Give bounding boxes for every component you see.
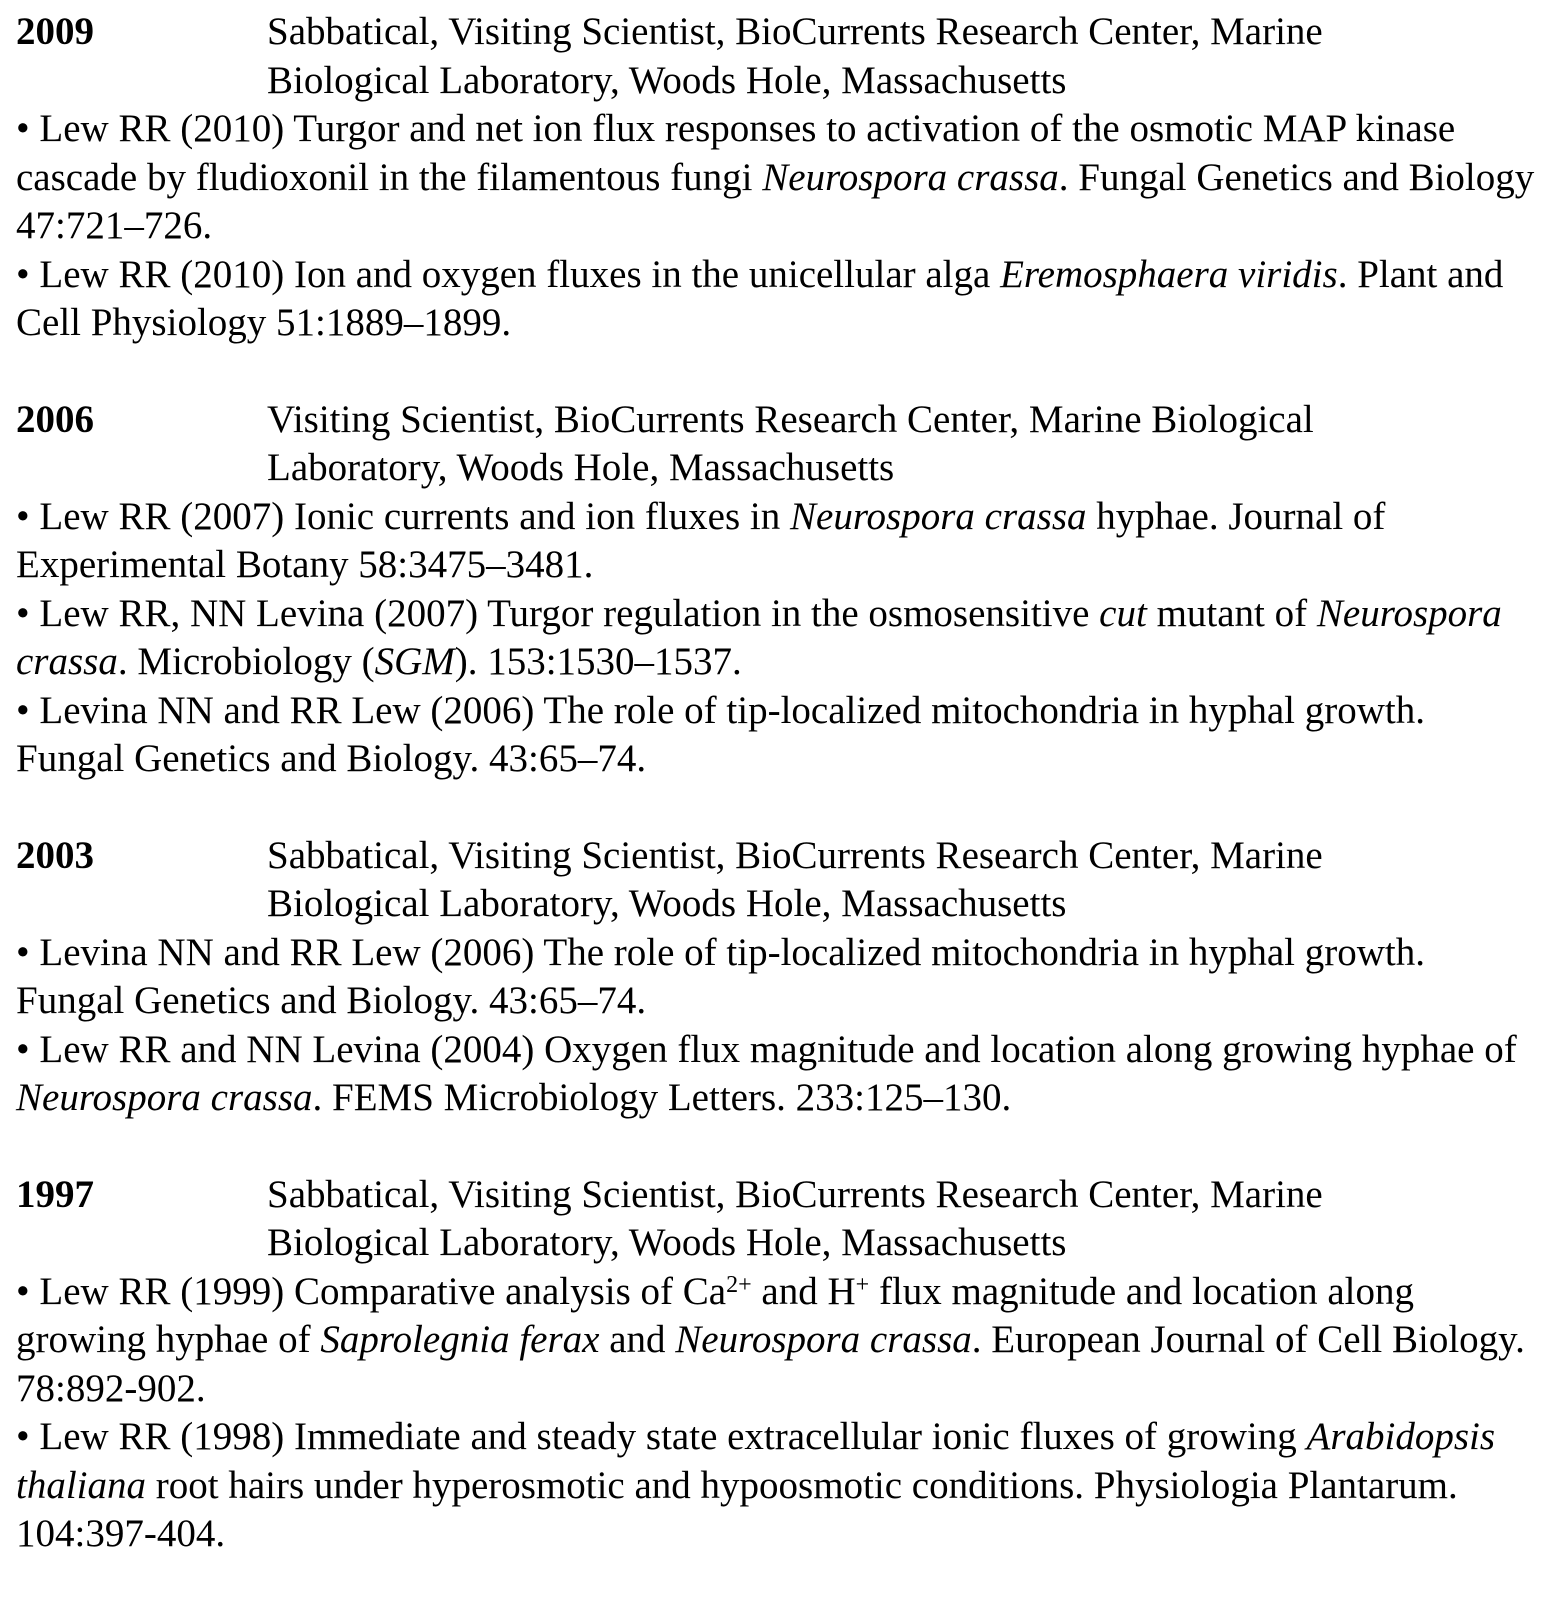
citation-text: Lew RR (1999) Comparative analysis of Ca	[29, 1269, 727, 1313]
role-line-1: Visiting Scientist, BioCurrents Research Center, Marine Biological	[267, 397, 1314, 441]
publication-entry	[16, 251, 1536, 348]
citation-text: . Plant and Cell Physiology 51:1889–1899.	[16, 252, 1504, 344]
ion-charge: +	[855, 1271, 870, 1298]
role-line-1: Sabbatical, Visiting Scientist, BioCurrents Research Center, Marine	[267, 10, 1323, 53]
role-line-1: Sabbatical, Visiting Scientist, BioCurrents Research Center, Marine	[267, 833, 1323, 877]
ion-charge: 2+	[726, 1271, 752, 1298]
citation-text: . Microbiology (	[117, 640, 375, 683]
publication-entry	[16, 1268, 1536, 1414]
citation-text: Levina NN and RR Lew (2006) The role of tip-localized mitochondria in hyphal growth. Fungal Genetics and Biology. 43:65–74.	[16, 930, 1425, 1022]
bullet: •	[16, 1027, 30, 1071]
citation-text: . FEMS Microbiology Letters. 233:125–130.	[312, 1076, 1012, 1119]
bullet: •	[16, 688, 30, 732]
species-name: Eremosphaera viridis	[1000, 252, 1338, 296]
publication-entry	[16, 687, 1536, 784]
bullet: •	[16, 107, 30, 150]
publication-entry	[16, 493, 1536, 590]
bullet: •	[16, 1269, 30, 1313]
citation-text: Lew RR (1998) Immediate and steady state extracellular ionic fluxes of growing	[29, 1415, 1307, 1458]
role-line-2: Laboratory, Woods Hole, Massachusetts	[267, 446, 895, 489]
citation-text: Levina NN and RR Lew (2006) The role of tip-localized mitochondria in hyphal growth. Fungal Genetics and Biology. 43:65–74.	[16, 688, 1425, 780]
year-label: 2003	[16, 833, 94, 877]
section-2009	[16, 8, 1536, 348]
section-heading	[16, 396, 1536, 493]
citation-text: and H	[751, 1269, 856, 1313]
bullet: •	[16, 591, 30, 635]
citation-text: . European Journal of Cell Biology. 78:892-902.	[16, 1318, 1525, 1410]
bullet: •	[16, 930, 30, 974]
citation-text: . Fungal Genetics and Biology 47:721–726.	[16, 155, 1535, 247]
citation-text: Lew RR (2010) Ion and oxygen fluxes in the unicellular alga	[29, 252, 1001, 296]
publication-entry	[16, 590, 1536, 687]
section-2006	[16, 396, 1536, 784]
bullet: •	[16, 494, 30, 538]
citation-text: hyphae. Journal of Experimental Botany 58:3475–3481.	[16, 494, 1386, 586]
section-heading	[16, 832, 1536, 929]
publication-entry	[16, 105, 1536, 251]
citation-text: root hairs under hyperosmotic and hypoosmotic conditions. Physiologia Plantarum. 104:397-404.	[16, 1463, 1458, 1555]
species-name: Arabidopsis thaliana	[16, 1415, 1496, 1507]
year-label: 1997	[16, 1172, 94, 1216]
bullet: •	[16, 1415, 30, 1458]
publication-entry	[16, 1413, 1536, 1559]
species-name: Saprolegnia ferax	[320, 1318, 600, 1361]
citation-text: Lew RR, NN Levina (2007) Turgor regulation in the osmosensitive	[29, 591, 1100, 635]
role-description	[267, 396, 1427, 493]
section-2003	[16, 832, 1536, 1123]
year-label: 2009	[16, 10, 94, 53]
citation-text: Lew RR (2010) Turgor and net ion flux responses to activation of the osmotic MAP kinase cascade by fludioxonil in the filamentous fungi	[16, 107, 1456, 199]
role-description	[267, 8, 1427, 105]
role-description	[267, 1171, 1427, 1268]
year-label: 2006	[16, 397, 94, 441]
section-1997	[16, 1171, 1536, 1559]
role-line-1: Sabbatical, Visiting Scientist, BioCurrents Research Center, Marine	[267, 1172, 1323, 1216]
italic-term: cut	[1099, 591, 1147, 635]
citation-text: and	[599, 1318, 676, 1361]
role-line-2: Biological Laboratory, Woods Hole, Massachusetts	[267, 1221, 1067, 1264]
citation-text: mutant of	[1146, 591, 1317, 635]
role-line-2: Biological Laboratory, Woods Hole, Massachusetts	[267, 882, 1067, 925]
species-name: Neurospora crassa	[16, 591, 1502, 683]
journal-abbrev: SGM	[374, 640, 455, 683]
species-name: Neurospora crassa	[16, 1076, 313, 1119]
bullet: •	[16, 252, 30, 296]
publication-entry	[16, 1026, 1536, 1123]
role-line-2: Biological Laboratory, Woods Hole, Massachusetts	[267, 58, 1067, 102]
citation-text: Lew RR and NN Levina (2004) Oxygen flux magnitude and location along growing hyphae of	[29, 1027, 1517, 1071]
section-heading	[16, 1171, 1536, 1268]
species-name: Neurospora crassa	[675, 1318, 972, 1361]
citation-text: flux magnitude and location along growing hyphae of	[16, 1269, 1414, 1361]
citation-text: ). 153:1530–1537.	[454, 640, 742, 683]
species-name: Neurospora crassa	[762, 155, 1059, 199]
publication-entry	[16, 929, 1536, 1026]
role-description	[267, 832, 1427, 929]
section-heading	[16, 8, 1536, 105]
species-name: Neurospora crassa	[790, 494, 1087, 538]
citation-text: Lew RR (2007) Ionic currents and ion fluxes in	[29, 494, 790, 538]
